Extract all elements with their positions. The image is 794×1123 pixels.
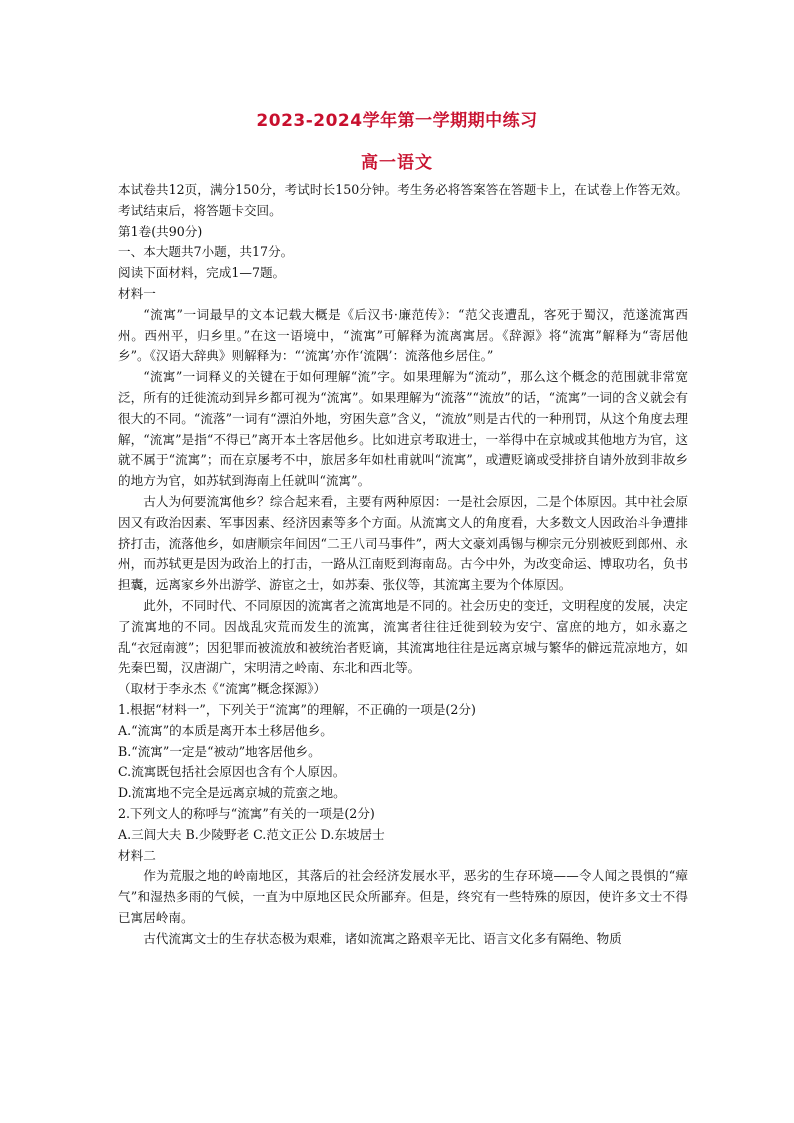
question-1-option-b: B.“流寓”一定是“被动”地客居他乡。 (118, 743, 321, 759)
subject-title: 高一语文 (361, 153, 433, 173)
question-1-option-a: A.“流寓”的本质是离开本土移居他乡。 (118, 722, 333, 738)
material-one-paragraph: 此外，不同时代、不同原因的流寓者之流寓地是不同的。社会历史的变迁，文明程度的发展，决定了流寓地的不同。因战乱灾荒而发生的流寓，流寓者往往迁徙到较为安宁、富庶的地方，如永嘉之乱“衣冠南渡”；因犯罪而被流放和被统治者贬谪，其流寓地往往是远离京城与繁华的僻远荒凉地方，如先秦巴蜀，汉唐湖广，宋明清之岭南、东北和西北等。 (118, 597, 688, 676)
material-two-paragraph: 作为荒服之地的岭南地区，其落后的社会经济发展水平，恶劣的生存环境——令人闻之畏惧的“瘴气”和湿热多雨的气候，一直为中原地区民众所鄙弃。但是，终究有一些特殊的原因，使许多文士不得已寓居岭南。 (118, 868, 688, 925)
question-1-stem: 1.根据“材料一”，下列关于“流寓”的理解，不正确的一项是(2分) (118, 701, 476, 717)
material-one-label: 材料一 (118, 285, 156, 301)
material-one-source: （取材于李永杰《“流寓”概念探源》） (118, 681, 327, 697)
material-one-paragraph: “流寓”一词最早的文本记载大概是《后汉书·廉范传》：“范父丧遭乱，客死于蜀汉，范遂流寓西州。西州平，归乡里。”在这一语境中，“流寓”可解释为流离寓居。《辞源》将“流寓”解释为“寄居他乡”。《汉语大辞典》则解释为：“‘流寓’亦作‘流隅’：流落他乡居住。” (118, 306, 688, 364)
material-two-label: 材料二 (118, 847, 156, 863)
reading-instruction: 阅读下面材料，完成1—7题。 (118, 265, 286, 281)
question-1-option-d: D.流寓地不完全是远离京城的荒蛮之地。 (118, 785, 346, 801)
question-1-option-c: C.流寓既包括社会原因也含有个人原因。 (118, 764, 346, 780)
exam-title: 2023-2024学年第一学期期中练习 (256, 111, 538, 131)
volume-heading: 第1卷(共90分) (118, 223, 203, 239)
question-2-options: A.三闾大夫 B.少陵野老 C.范文正公 D.东坡居士 (118, 826, 385, 842)
exam-instructions: 本试卷共12页，满分150分，考试时长150分钟。考生务必将答案答在答题卡上，在试卷上作答无效。考试结束后，将答题卡交回。 (118, 182, 688, 218)
question-2-stem: 2.下列文人的称呼与“流寓”有关的一项是(2分) (118, 805, 375, 821)
part-heading: 一、本大题共7小题，共17分。 (118, 244, 294, 260)
material-two-paragraph: 古代流寓文士的生存状态极为艰难，诸如流寓之路艰辛无比、语言文化多有隔绝、物质 (143, 930, 622, 946)
exam-content (118, 180, 688, 949)
material-one-paragraph: “流寓”一词释义的关键在于如何理解“流”字。如果理解为“流动”，那么这个概念的范围就非常宽泛，所有的迁徙流动到异乡都可视为“流寓”。如果理解为“流落”“流放”的话，“流寓”一词的含义就会有很大的不同。“流落”一词有“漂泊外地，穷困失意”含义，“流放”则是古代的一种刑罚，从这个角度去理解，“流寓”是指“不得已”离开本土客居他乡。比如进京考取进士，一举得中在京城或其他地方为官，这就不属于“流寓”；而在京屡考不中，旅居多年如杜甫就叫“流寓”，或遭贬谪或受排挤自请外放到非故乡的地方为官，如苏轼到海南上任就叫“流寓”。 (118, 369, 688, 489)
material-one-paragraph: 古人为何要流寓他乡？综合起来看，主要有两种原因：一是社会原因，二是个体原因。其中社会原因又有政治因素、军事因素、经济因素等多个方面。从流寓文人的角度看，大多数文人因政治斗争遭排挤打击，流落他乡，如唐顺宗年间因“二王八司马事件”，两大文豪刘禹锡与柳宗元分别被贬到郎州、永州，而苏轼更是因为政治上的打击，一路从江南贬到海南岛。古今中外，为改变命运、博取功名，负书担囊，远离家乡外出游学、游宦之士，如苏秦、张仪等，其流寓主要为个体原因。 (118, 493, 688, 593)
